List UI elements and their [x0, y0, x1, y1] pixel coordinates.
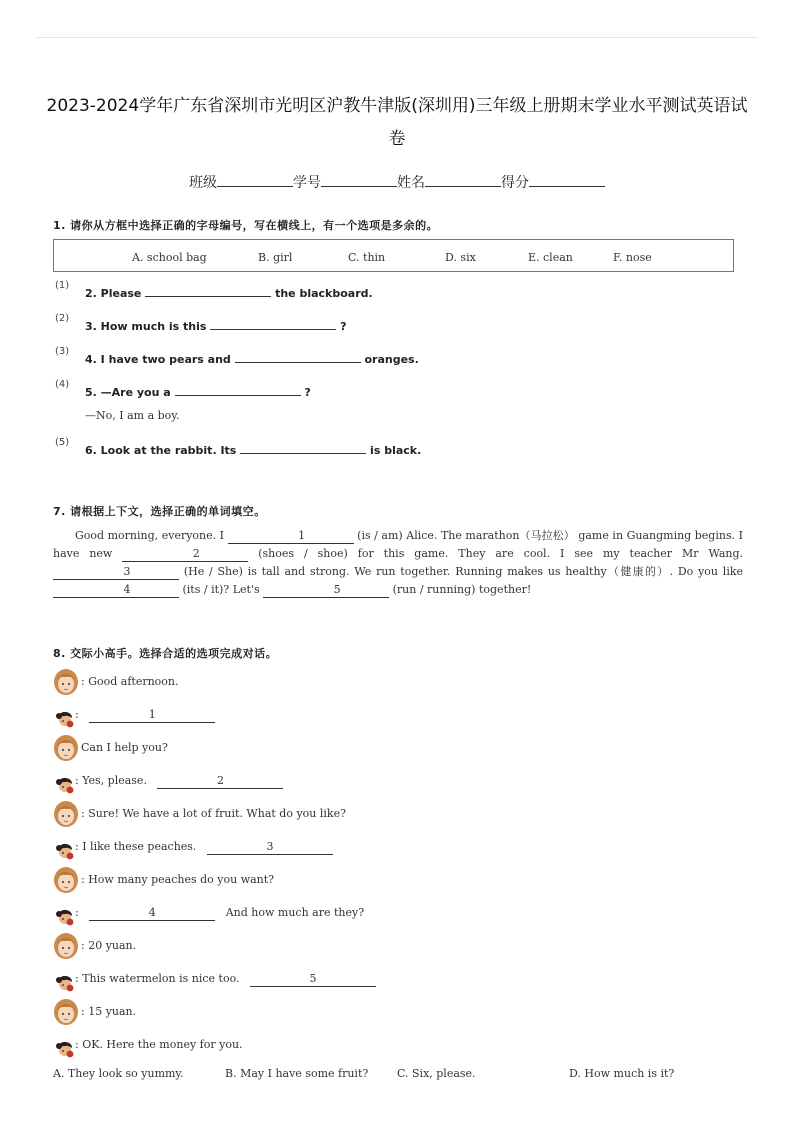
- q1-option-e: E. clean: [528, 251, 573, 264]
- q7-text-4: (He / She) is tall and strong. We run together. Running makes us healthy（健康的）. Do you like: [183, 565, 744, 578]
- q7-blank-4[interactable]: 4: [53, 584, 179, 598]
- q1-item-1: [85, 285, 373, 300]
- q8-choice-a: A. They look so yummy.: [53, 1067, 184, 1080]
- dialogue-blank-5[interactable]: 5: [250, 973, 376, 987]
- q7-passage: [53, 527, 743, 599]
- q7-blank-1[interactable]: 1: [228, 530, 354, 544]
- q1-option-d: D. six: [445, 251, 476, 264]
- girl-avatar-icon: [53, 866, 79, 894]
- dialogue-sentence: : I like these peaches.: [75, 840, 197, 853]
- q1-item-3: [85, 351, 419, 366]
- q1-option-box: [53, 239, 734, 272]
- name-label: 姓名: [397, 175, 425, 191]
- q7-text-6: (run / running) together!: [392, 583, 532, 596]
- dialogue-blank-1[interactable]: 1: [89, 709, 215, 723]
- dialogue-sentence: : Good afternoon.: [81, 675, 179, 688]
- q1-item-3-blank[interactable]: [235, 351, 361, 363]
- q1-item-5-text: 6. Look at the rabbit. Its: [85, 444, 237, 457]
- q7-text-5: (its / it)? Let's: [182, 583, 260, 596]
- q8-choice-b: B. May I have some fruit?: [225, 1067, 369, 1080]
- q1-option-a: A. school bag: [132, 251, 207, 264]
- dialogue-sentence: :: [75, 708, 79, 721]
- title-line-1: 2023-2024学年广东省深圳市光明区沪教牛津版(深圳用)三年级上册期末学业水平测试英语试: [46, 96, 748, 116]
- q7-text-1: Good morning, everyone. I: [75, 529, 225, 542]
- q8-choice-c: C. Six, please.: [397, 1067, 476, 1080]
- score-field[interactable]: [529, 172, 605, 187]
- dialogue-sentence: : 15 yuan.: [81, 1005, 137, 1018]
- q7-heading: 7. 请根据上下文，选择正确的单词填空。: [53, 505, 266, 518]
- q1-item-3-number: (3): [55, 346, 70, 357]
- dialogue-sentence: : Sure! We have a lot of fruit. What do you like?: [81, 807, 346, 820]
- girl-avatar-icon: [53, 668, 79, 696]
- q1-item-4-text: 5. —Are you a: [85, 386, 171, 399]
- q1-item-1-number: (1): [55, 280, 70, 291]
- dialogue-after-text: And how much are they?: [225, 906, 365, 919]
- dialogue-text: [81, 939, 136, 952]
- girl-avatar-icon: [53, 932, 79, 960]
- q1-item-5: [85, 442, 421, 457]
- dialogue-text: [81, 1005, 136, 1018]
- q1-item-3-text: 4. I have two pears and: [85, 353, 231, 366]
- dialogue-sentence: : 20 yuan.: [81, 939, 137, 952]
- girl-avatar-icon: [53, 734, 79, 762]
- q1-item-1-blank[interactable]: [145, 285, 271, 297]
- q1-item-4-tail: ?: [304, 386, 311, 399]
- q1-option-c: C. thin: [348, 251, 386, 264]
- dialogue-blank-3[interactable]: 3: [207, 841, 333, 855]
- dialogue-sentence: Can I help you?: [81, 741, 168, 754]
- dialogue-sentence: : This watermelon is nice too.: [75, 972, 240, 985]
- title-line-2: 卷: [388, 129, 406, 149]
- dialogue-text: [81, 807, 346, 820]
- dialogue-text: [81, 675, 179, 688]
- class-label: 班级: [189, 175, 217, 191]
- q1-item-2: [85, 318, 347, 333]
- dialogue-text: [75, 972, 376, 987]
- class-field[interactable]: [217, 172, 293, 187]
- dialogue-sentence: : Yes, please.: [75, 774, 147, 787]
- dialogue-blank-2[interactable]: 2: [157, 775, 283, 789]
- q1-item-2-tail: ?: [340, 320, 347, 333]
- score-label: 得分: [501, 175, 529, 191]
- q1-item-5-tail: is black.: [370, 444, 422, 457]
- q1-item-5-number: (5): [55, 437, 70, 448]
- q8-choice-d: D. How much is it?: [569, 1067, 675, 1080]
- q1-item-4-number: (4): [55, 379, 70, 390]
- id-field[interactable]: [321, 172, 397, 187]
- q7-blank-5[interactable]: 5: [263, 584, 389, 598]
- name-field[interactable]: [425, 172, 501, 187]
- header-divider: [36, 37, 758, 38]
- q7-blank-2[interactable]: 2: [122, 548, 248, 562]
- q1-item-2-number: (2): [55, 313, 70, 324]
- q1-item-3-tail: oranges.: [364, 353, 419, 366]
- student-info-row: [0, 172, 794, 192]
- q1-heading: 1. 请你从方框中选择正确的字母编号，写在横线上，有一个选项是多余的。: [53, 219, 439, 232]
- girl-avatar-icon: [53, 998, 79, 1026]
- q1-item-4-blank[interactable]: [175, 384, 301, 396]
- dialogue-sentence: : How many peaches do you want?: [81, 873, 275, 886]
- q1-item-5-blank[interactable]: [240, 442, 366, 454]
- q1-item-2-blank[interactable]: [210, 318, 336, 330]
- q1-item-1-text: 2. Please: [85, 287, 142, 300]
- dialogue-text: [75, 708, 215, 723]
- dialogue-sentence: : OK. Here the money for you.: [75, 1038, 243, 1051]
- dialogue-text: [75, 906, 364, 921]
- q8-heading: 8. 交际小高手。选择合适的选项完成对话。: [53, 647, 278, 660]
- dialogue-text: [75, 1038, 243, 1051]
- page-title: [40, 90, 754, 156]
- q1-item-4-reply: —No, I am a boy.: [85, 409, 180, 422]
- q7-text-2: (is / am) Alice. The marathon（马拉松） game in Guangming begins. I have new: [53, 529, 743, 560]
- dialogue-text: [75, 774, 283, 789]
- girl-avatar-icon: [53, 800, 79, 828]
- q7-blank-3[interactable]: 3: [53, 566, 179, 580]
- q1-option-f: F. nose: [613, 251, 652, 264]
- id-label: 学号: [293, 175, 321, 191]
- dialogue-blank-4[interactable]: 4: [89, 907, 215, 921]
- q1-item-2-text: 3. How much is this: [85, 320, 207, 333]
- q7-text-3: (shoes / shoe) for this game. They are cool. I see my teacher Mr Wang.: [258, 547, 743, 560]
- q1-item-1-tail: the blackboard.: [275, 287, 373, 300]
- dialogue-sentence: :: [75, 906, 79, 919]
- q1-item-4: [85, 384, 311, 399]
- dialogue-text: [81, 741, 168, 754]
- q1-option-b: B. girl: [258, 251, 293, 264]
- dialogue-text: [75, 840, 333, 855]
- dialogue-text: [81, 873, 274, 886]
